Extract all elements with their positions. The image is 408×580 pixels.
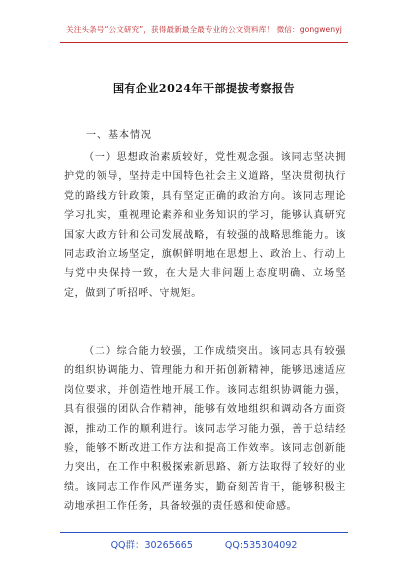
paragraph-overall-ability: （二）综合能力较强，工作成绩突出。该同志具有较强的组织协调能力、管理能力和开拓创新精神，能够迅速适应岗位要求，并创造性地开展工作。该同志组织协调能力强，具有很强的团队合作精神，能够有效地组织和调动各方面资源，推动工作的顺利进行。该同志学习能力强，善于总结经验，能够不断改进工作方法和提高工作效率。该同志创新能力突出，在工作中积极探索新思路、新方法取得了较好的业绩。该同志工作作风严谨务实，勤奋刻苦肯干，能够积极主动地承担工作任务，具备较强的责任感和使命感。: [64, 346, 346, 513]
header-divider: [60, 42, 348, 43]
footer-qq-group: QQ群：30265665: [110, 540, 193, 551]
section-heading: 一、基本情况: [86, 130, 152, 141]
document-title: 国有企业2024年干部提拔考察报告: [112, 82, 296, 95]
paragraph-political-quality: （一）思想政治素质较好，党性观念强。该同志坚决拥护党的领导，坚持走中国特色社会主义道路，坚决贯彻执行党的路线方针政策，具有坚定正确的政治方向。该同志理论学习扎实，重视理论素养和业务知识的学习，能够认真研究国家大政方针和公司发展战略，有较强的战略思维能力。该同志政治立场坚定，旗帜鲜明地在思想上、政治上、行动上与党中央保持一致，在大是大非问题上态度明确、立场坚定，做到了听招呼、守规矩。: [64, 152, 346, 299]
footer-qq-number: QQ:535304092: [224, 540, 298, 551]
footer-divider: [60, 532, 348, 533]
footer-contact: [0, 537, 408, 551]
header-promo-text: 关注头条号“公文研究”，获得最新最全最专业的公文资料库！ 微信：gongwenyj: [66, 25, 342, 34]
